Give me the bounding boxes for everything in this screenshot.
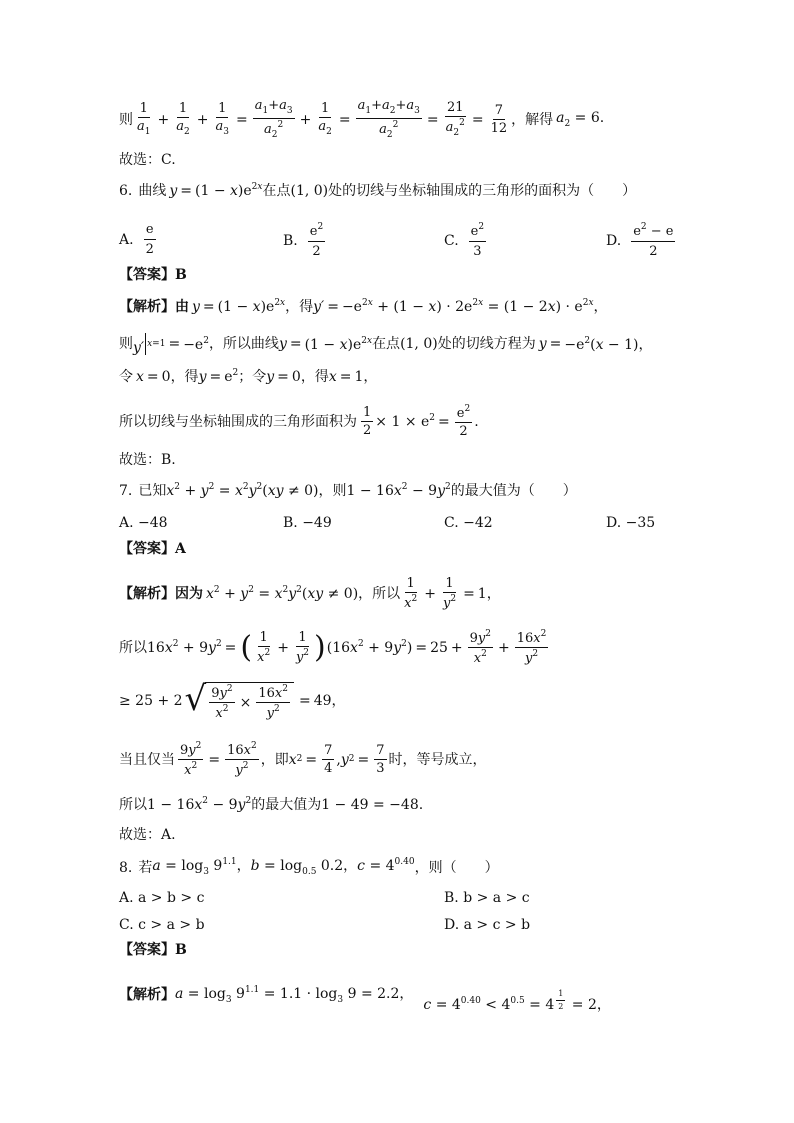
q6-analysis-3: 令 x = 0 ，得 y = $e^2$ ；令 y = 0 ，得 x = 1， (119, 368, 378, 385)
option-label: D. (606, 232, 622, 249)
q8-option-b[interactable]: B. b > a > c (444, 890, 530, 906)
text-prefix: 则 (119, 111, 133, 128)
q7-answer: 【答案】A (119, 541, 186, 557)
q8-analysis-1: 【解析】 $a = \log_3 9^{1.1} = 1.1 \cdot \log_3 9 = 2.2$， $c = 4^{0.40} < 4^{0.5} = 4$ $^{\frac{1}{2}}$ = 2， (119, 984, 611, 1013)
q8-option-c[interactable]: C. c > a > b (119, 917, 205, 933)
fraction: $\frac{1}{a_2}$ (176, 101, 190, 137)
text: ，所以曲线 (208, 336, 279, 352)
text: 若 (138, 859, 153, 876)
q7-pick: 故选：A. (119, 827, 176, 843)
text-conclusion: ，解得 (511, 111, 554, 128)
text: ，则（ ） (414, 859, 499, 876)
text: 时，等号成立， (388, 751, 487, 768)
question-number: 7. (119, 482, 133, 499)
text: ，得 (285, 298, 314, 315)
q7-analysis-1: 【解析】因为 $x^2 + y^2 = x^2y^2(xy \ne 0)$ ，所以 $\frac{1}{x^2}$ + $\frac{1}{y^2}$ = 1， (119, 576, 501, 611)
q7-analysis-5: 所以 $1 - 16x^2 - 9y^2$ 的最大值为 1 − 49 = −48. (119, 796, 424, 813)
text: 则 (119, 336, 133, 352)
text: ，所以 (358, 585, 401, 602)
fraction: $\frac{7}{12}$ (490, 103, 508, 136)
text: 当且仅当 (119, 751, 175, 768)
q5-pick: 故选：C. (119, 152, 176, 168)
text: 在点 (372, 336, 401, 352)
q6-option-a[interactable]: A. $\frac{e}{2}$ (119, 222, 154, 257)
q7-analysis-2: 所以 $16x^2 + 9y^2$ = ( $\frac{1}{x^2}$ + $\frac{1}{y^2}$ ) $(16x^2 + 9y^2)$ = 25 + $\frac{9y^2}{x^2}$ + $\frac{16x^2}{y^2}$ (119, 629, 547, 666)
q6-option-c[interactable]: C. $\frac{e^2}{3}$ (444, 222, 485, 259)
fraction: $\frac{1}{a_3}$ (215, 101, 229, 137)
q8-stem: 8. 若 $a = \log_3 9^{1.1}$，$b = \log_{0.5} 0.2$，$c = 4^{0.40}$ ，则（ ） (119, 857, 499, 877)
text: ，则 (318, 482, 347, 499)
q8-option-d[interactable]: D. a > c > b (444, 917, 531, 933)
text: 的最大值为 (251, 796, 322, 813)
analysis-label: 【解析】 (119, 987, 175, 1003)
q6-stem: 6. 曲线 y = $(1 - x)e^{2x}$ 在点 (1, 0) 处的切线与坐标轴围成的三角形的面积为（ ） (119, 182, 637, 199)
question-number: 8. (119, 859, 133, 876)
q5-tail-line: 则 $\frac{1}{a_1}$ + $\frac{1}{a_2}$ + $\frac{1}{a_3}$ = $\frac{a_1+a_3}{a_2^2}$ + $\frac{1}{a_2}$ = $\frac{a_1+a_2+a_3}{a_2^2}$ = $\frac{21}{a_2^2}$ = $\frac{7}{12}$ ，解得 $a_2 = 6$. (119, 98, 605, 140)
q7-option-b[interactable]: B. −49 (283, 515, 332, 531)
question-number: 6. (119, 182, 133, 199)
text: ；令 (238, 368, 267, 385)
text: ，得 (300, 368, 329, 385)
analysis-label: 【解析】由 (119, 298, 189, 315)
text: ，得 (170, 368, 199, 385)
q7-analysis-4: 当且仅当 $\frac{9y^2}{x^2}$ = $\frac{16x^2}{y^2}$ ，即 x 2 = $\frac{7}{4}$ , y 2 = $\frac{7}{3}$ 时，等号成立， (119, 741, 487, 778)
q8-option-a[interactable]: A. a > b > c (119, 890, 205, 906)
text: 所以切线与坐标轴围成的三角形面积为 (119, 413, 357, 430)
q7-stem: 7. 已知 $x^2 + y^2 = x^2y^2(xy \ne 0)$ ，则 $1 - 16x^2 - 9y^2$ 的最大值为（ ） (119, 482, 577, 499)
q6-pick: 故选：B. (119, 452, 176, 468)
fraction: $\frac{1}{a_2}$ (318, 101, 332, 137)
q7-option-a[interactable]: A. −48 (119, 515, 168, 531)
q6-analysis-1: 【解析】由 y = $(1 - x)e^{2x}$ ，得 y′ = $-e^{2x} + (1 - x) \cdot 2e^{2x} = (1 - 2x) \cdot e^{2x}$， (119, 298, 608, 315)
fraction: $\frac{a_1+a_2+a_3}{a_2^2}$ (357, 98, 420, 140)
q7-analysis-3: ≥ 25 + 2 √ $\frac{9y^2}{x^2}$ × $\frac{16x^2}{y^2}$ = 49， (119, 679, 346, 721)
q8-answer: 【答案】B (119, 942, 187, 958)
text: 已知 (138, 482, 167, 499)
option-label: C. (444, 232, 459, 249)
text: 所以 (119, 639, 147, 656)
fraction: $\frac{1}{a_1}$ (137, 101, 151, 137)
text: 令 (119, 368, 133, 385)
text: 所以 (119, 796, 147, 813)
q6-answer: 【答案】B (119, 267, 187, 283)
q6-analysis-4: 所以切线与坐标轴围成的三角形面积为 $\frac{1}{2}$ × $1 \times e^2$ = $\frac{e^2}{2}$ . (119, 404, 479, 439)
text: 处的切线与坐标轴围成的三角形的面积为（ ） (328, 182, 637, 199)
fraction: $\frac{a_1+a_3}{a_2^2}$ (254, 98, 293, 140)
text: 在点 (262, 182, 291, 199)
text: ，即 (260, 751, 289, 768)
q6-option-d[interactable]: D. $\frac{e^2 - e}{2}$ (606, 222, 674, 259)
q6-option-b[interactable]: B. $\frac{e^2}{2}$ (283, 222, 324, 259)
option-label: B. (283, 232, 298, 249)
fraction: $\frac{21}{a_2^2}$ (445, 100, 465, 138)
text: 处的切线方程为 (437, 336, 536, 352)
q7-option-c[interactable]: C. −42 (444, 515, 493, 531)
text: 的最大值为（ ） (450, 482, 577, 499)
q6-analysis-2: 则 y′ x=1 = $-e^2$ ，所以曲线 y = $(1 - x)e^{2x}$ 在点 (1, 0) 处的切线方程为 y = $-e^2(x - 1)$， (119, 333, 652, 355)
q7-option-d[interactable]: D. −35 (606, 515, 656, 531)
option-label: A. (119, 231, 134, 248)
analysis-label: 【解析】因为 (119, 585, 203, 602)
